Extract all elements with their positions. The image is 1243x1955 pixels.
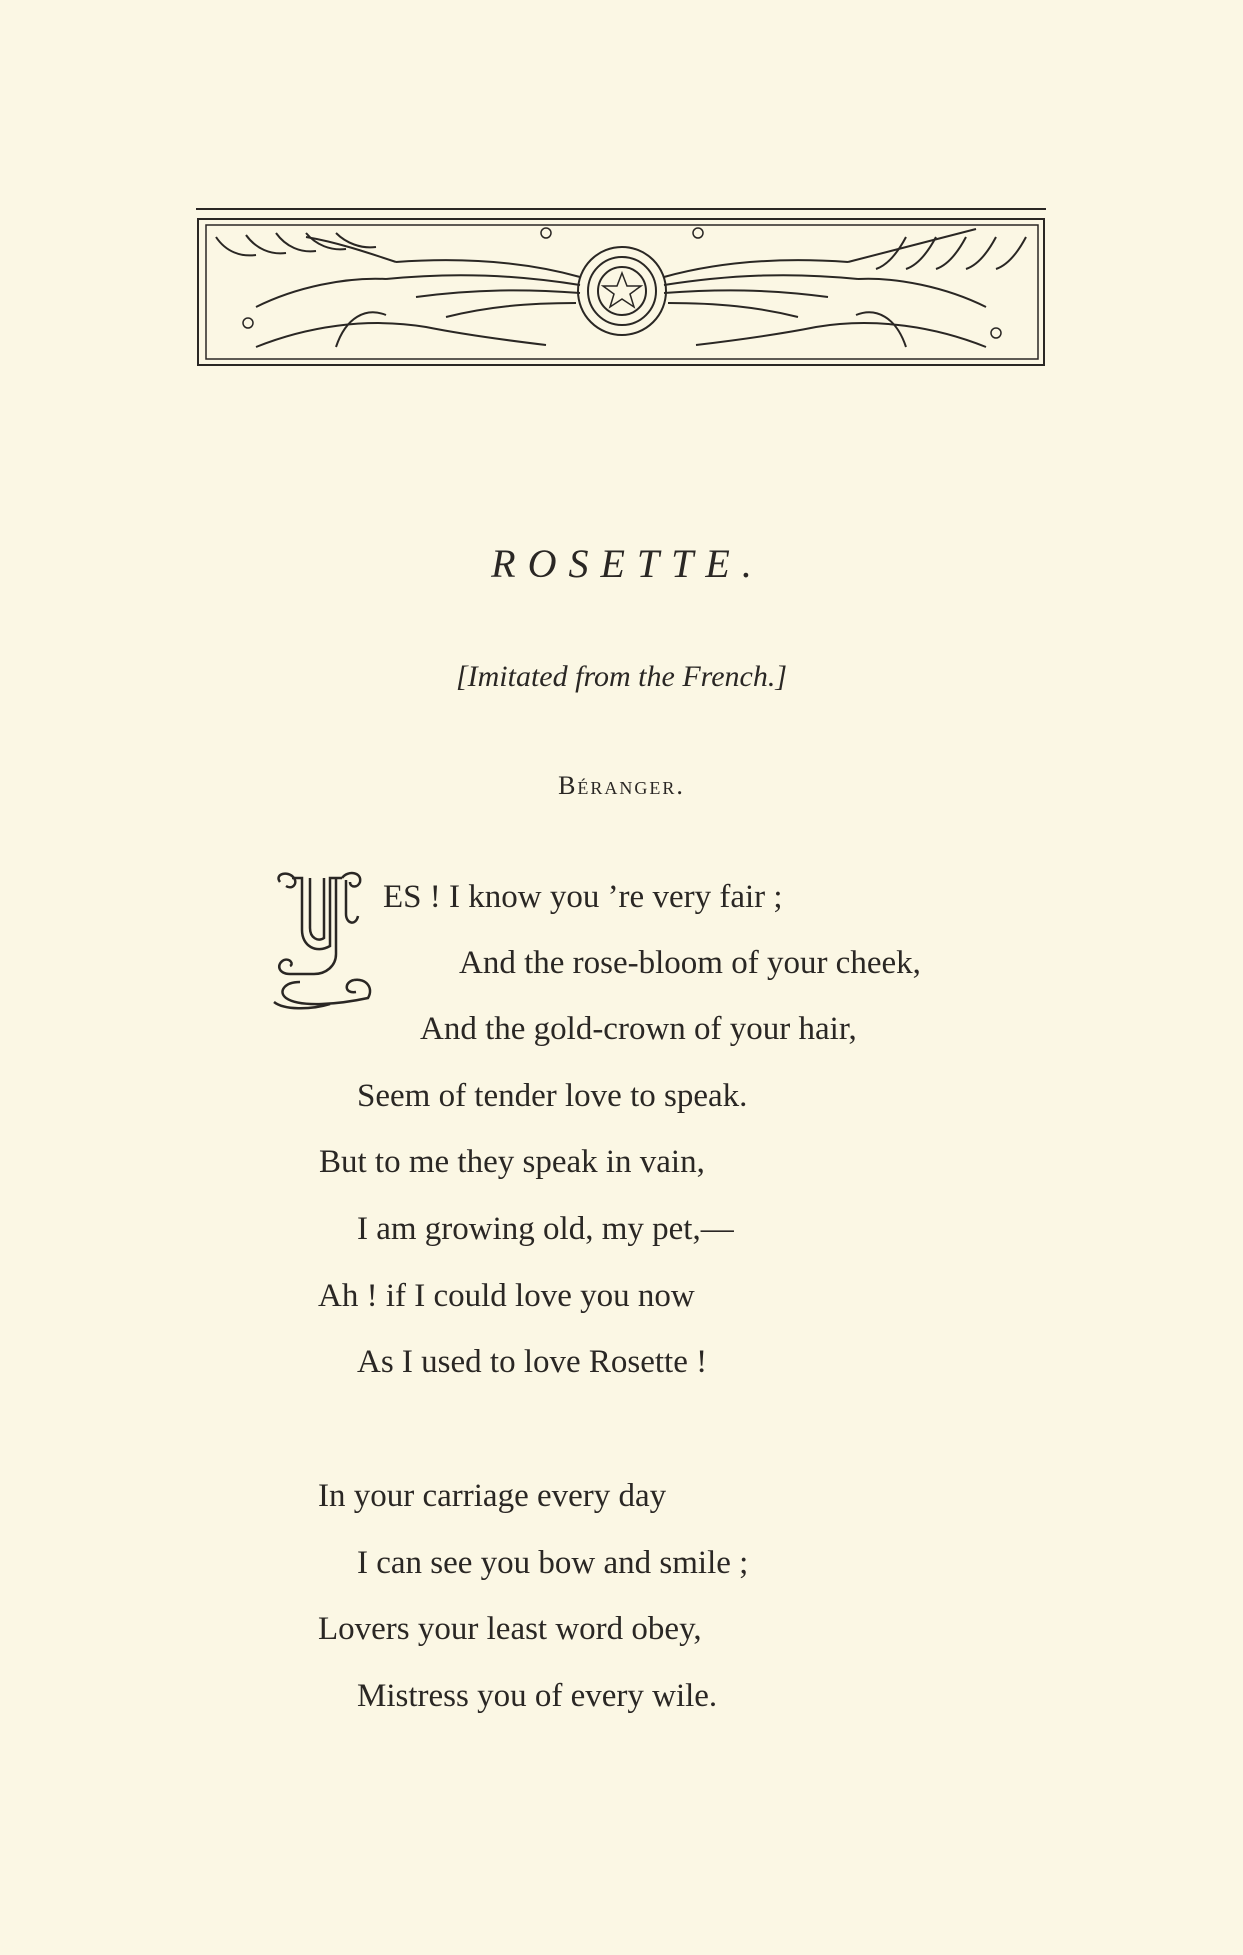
drop-cap-letter: [270, 870, 271, 871]
poem-line: Lovers your least word obey,: [318, 1611, 702, 1647]
poem-line: Seem of tender love to speak.: [357, 1078, 748, 1114]
drop-cap-ornament-icon: [270, 870, 382, 1016]
drop-cap: [270, 870, 382, 1016]
poem-line: In your carriage every day: [318, 1478, 667, 1514]
poem-line: Ah ! if I could love you now: [318, 1278, 695, 1314]
poem-author: Béranger.: [558, 771, 685, 800]
poem-subtitle: [Imitated from the French.]: [455, 660, 788, 693]
poem-line: But to me they speak in vain,: [319, 1144, 705, 1180]
poem-line: And the gold-crown of your hair,: [420, 1011, 857, 1047]
poem-line: ES ! I know you ’re very fair ;: [383, 879, 783, 915]
poem-line: I can see you bow and smile ;: [357, 1545, 749, 1581]
poem-line: As I used to love Rosette !: [357, 1344, 708, 1380]
poem-line: I am growing old, my pet,—: [357, 1211, 734, 1247]
poem-line: And the rose-bloom of your cheek,: [459, 945, 921, 981]
ornamental-headpiece: [196, 207, 1048, 369]
poem-title: ROSETTE.: [491, 541, 764, 586]
poem-line: Mistress you of every wile.: [357, 1678, 718, 1714]
